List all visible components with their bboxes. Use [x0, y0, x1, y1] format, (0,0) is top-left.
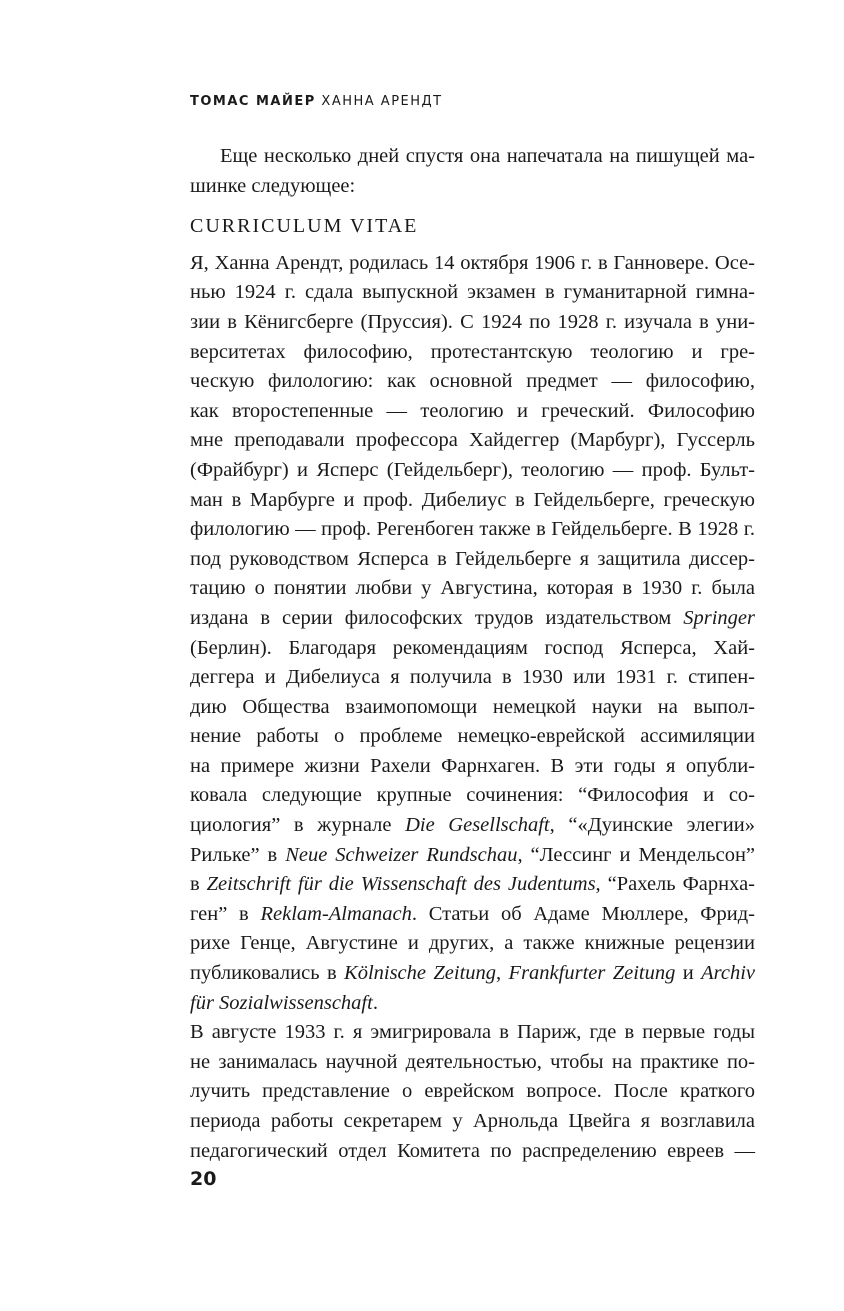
cv-line: зии в Кёнигсберге (Пруссия). С 1924 по 1928 г. изучала в уни-: [190, 310, 755, 333]
cv-line: деггера и Дибелиуса я получила в 1930 или 1931 г. стипен-: [190, 666, 755, 689]
cv-line: педагогический отдел Комитета по распределению евреев —: [190, 1139, 755, 1162]
cv-line: ковала следующие крупные сочинения: “Философия и со-: [190, 784, 755, 807]
cv-text: издана в серии философских трудов издательством: [190, 606, 684, 629]
cv-line: [190, 900, 755, 930]
cv-text: публиковались в: [190, 962, 345, 985]
page-body: [190, 142, 755, 1166]
cv-line: нью 1924 г. сдала выпускной экзамен в гуманитарной гимна-: [190, 281, 755, 304]
cv-line: как второстепенные — теологию и греческий. Философию: [190, 399, 755, 422]
cv-italic-title: Reklam-Almanach: [260, 902, 412, 925]
cv-line: под руководством Ясперса в Гейдельберге я защитила диссер-: [190, 547, 755, 570]
cv-line: мне преподавали профессора Хайдеггер (Марбург), Гуссерль: [190, 429, 755, 452]
cv-line: верситетах философию, протестантскую теологию и гре-: [190, 340, 755, 363]
cv-line: [190, 989, 755, 1019]
cv-line: филологию — проф. Регенбоген также в Гейдельберге. В 1928 г.: [190, 518, 755, 541]
cv-text: .: [372, 991, 378, 1014]
cv-text: Рильке” в: [190, 843, 286, 866]
cv-italic-title: Springer: [683, 606, 755, 629]
cv-line: дию Общества взаимопомощи немецкой науки на выпол-: [190, 695, 755, 718]
cv-text: ,: [496, 962, 509, 985]
cv-line: [190, 811, 755, 841]
page-number: 20: [190, 1168, 217, 1190]
header-book-title: ХАННА АРЕНДТ: [321, 94, 443, 109]
cv-line: [190, 870, 755, 900]
section-heading: CURRICULUM VITAE: [190, 215, 419, 238]
cv-italic-title: Die Gesellschaft: [405, 814, 550, 837]
cv-line: не занималась научной деятельностью, чтобы на практике по-: [190, 1050, 755, 1073]
cv-line: на примере жизни Рахели Фарнхаген. В эти годы я опубли-: [190, 754, 755, 777]
cv-line: (Фрайбург) и Ясперс (Гейдельберг), теологию — проф. Бульт-: [190, 458, 755, 481]
cv-italic-title: Neue Schweizer Rundschau: [285, 843, 518, 866]
cv-italic-title: für Sozialwissenschaft: [190, 991, 373, 1014]
cv-line: рихе Генце, Августине и других, а также книжные рецензии: [190, 932, 755, 955]
cv-line: [190, 604, 755, 634]
cv-line: (Берлин). Благодаря рекомендациям господ Ясперса, Хай-: [190, 636, 755, 659]
cv-text: и: [675, 962, 702, 985]
cv-line: ман в Марбурге и проф. Дибелиус в Гейдельберге, греческую: [190, 488, 755, 511]
cv-text: циология” в журнале: [190, 814, 406, 837]
header-author: ТОМАС МАЙЕР: [190, 94, 316, 109]
cv-text: . Статьи об Адаме Мюллере, Фрид-: [411, 902, 755, 925]
cv-italic-title: Frankfurter Zeitung: [508, 962, 676, 985]
cv-text: , “Лессинг и Мендельсон”: [517, 843, 756, 866]
cv-line: [190, 959, 755, 989]
cv-line: В августе 1933 г. я эмигрировала в Париж, где в первые годы: [190, 1021, 755, 1044]
cv-line: ческую филологию: как основной предмет — философию,: [190, 370, 755, 393]
intro-line: шинке следующее:: [190, 174, 356, 197]
cv-italic-title: Kölnische Zeitung: [344, 962, 497, 985]
cv-text: ген” в: [190, 902, 261, 925]
cv-italic-title: Zeitschrift für die Wissenschaft des Judentums: [206, 873, 596, 896]
cv-line: лучить представление о еврейском вопросе. После краткого: [190, 1080, 755, 1103]
cv-line: [190, 841, 755, 871]
cv-text: в: [190, 873, 207, 896]
cv-line: тацию о понятии любви у Августина, которая в 1930 г. была: [190, 577, 755, 600]
cv-italic-title: Archiv: [701, 962, 755, 985]
cv-line: Я, Ханна Арендт, родилась 14 октября 1906 г. в Ганновере. Осе-: [190, 251, 755, 274]
cv-line: периода работы секретарем у Арнольда Цвейга я возглавила: [190, 1110, 755, 1132]
cv-line: нение работы о проблеме немецко-еврейской ассимиляции: [190, 725, 755, 748]
cv-text: , “«Дуинские элегии»: [549, 814, 755, 837]
cv-text: , “Рахель Фарнха-: [595, 873, 756, 896]
running-header: [190, 94, 443, 109]
intro-line: Еще несколько дней спустя она напечатала на пишущей ма-: [220, 145, 755, 167]
